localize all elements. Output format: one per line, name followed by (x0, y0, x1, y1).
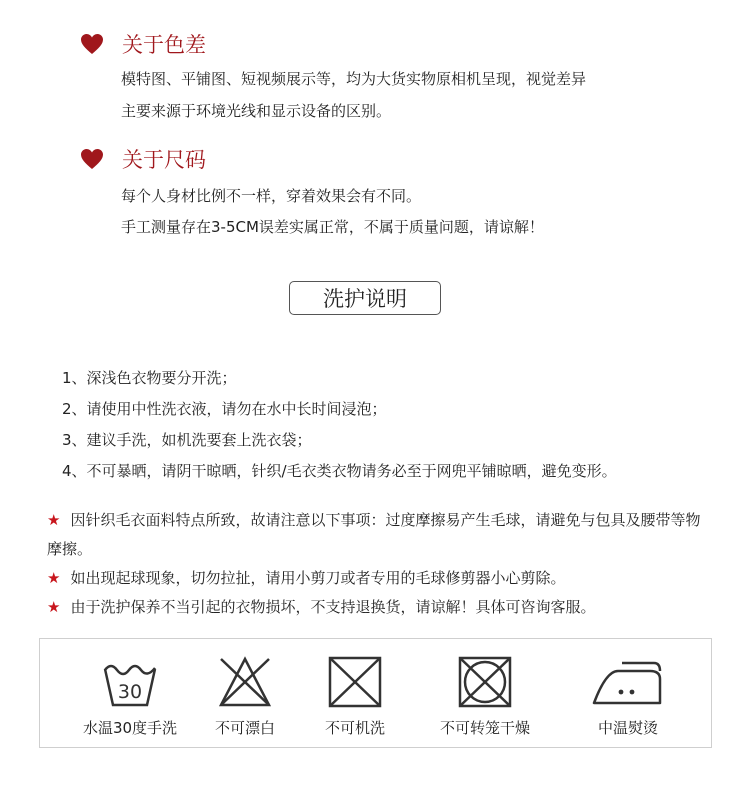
note-item (47, 506, 707, 564)
note-text: 如出现起球现象，切勿拉扯，请用小剪刀或者专用的毛球修剪器小心剪除。 (70, 569, 566, 587)
note-text: 由于洗护保养不当引起的衣物损坏，不支持退换货，请谅解！具体可咨询客服。 (70, 598, 596, 616)
notes-list (47, 506, 707, 622)
list-item: 1、深浅色衣物要分开洗； (62, 369, 237, 387)
paragraph-line: 主要来源于环境光线和显示设备的区别。 (121, 102, 392, 120)
no-tumble-dry-icon (457, 655, 513, 709)
care-title-box (289, 281, 441, 315)
care-icon-label: 不可转笼干燥 (439, 719, 530, 737)
star-icon: ★ (47, 511, 61, 529)
wash-temp-text: 30 (117, 681, 143, 703)
paragraph-line: 模特图、平铺图、短视频展示等，均为大货实物原相机呈现，视觉差异 (121, 70, 587, 88)
note-item (47, 564, 707, 593)
heart-icon (80, 33, 104, 55)
care-title: 洗护说明 (323, 287, 407, 311)
note-text: 因针织毛衣面料特点所致，故请注意以下事项：过度摩擦易产生毛球，请避免与包具及腰带等物摩擦。 (47, 511, 701, 558)
list-item: 2、请使用中性洗衣液，请勿在水中长时间浸泡； (62, 400, 387, 418)
note-item (47, 593, 707, 622)
care-icon-label: 不可机洗 (324, 719, 385, 737)
list-item: 3、建议手洗，如机洗要套上洗衣袋； (62, 431, 312, 449)
star-icon: ★ (47, 569, 61, 587)
wash-30-icon (101, 655, 159, 709)
care-icon-label: 不可漂白 (214, 719, 275, 737)
star-icon: ★ (47, 598, 61, 616)
care-icons-panel (39, 638, 712, 748)
list-item: 4、不可暴晒，请阴干晾晒，针织/毛衣类衣物请务必至于网兜平铺晾晒，避免变形。 (62, 462, 617, 480)
section-heading: 关于色差 (122, 33, 206, 57)
care-icon-label: 水温30度手洗 (82, 719, 178, 737)
heart-icon (80, 148, 104, 170)
no-machine-wash-icon (327, 655, 383, 709)
no-bleach-icon (217, 655, 273, 709)
care-icon-label: 中温熨烫 (597, 719, 658, 737)
section-heading: 关于尺码 (122, 148, 206, 172)
paragraph-line: 每个人身材比例不一样，穿着效果会有不同。 (121, 187, 422, 205)
paragraph-line: 手工测量存在3-5CM误差实属正常，不属于质量问题，请谅解！ (121, 218, 544, 236)
care-instructions-list (62, 367, 617, 491)
medium-iron-icon (588, 655, 666, 709)
